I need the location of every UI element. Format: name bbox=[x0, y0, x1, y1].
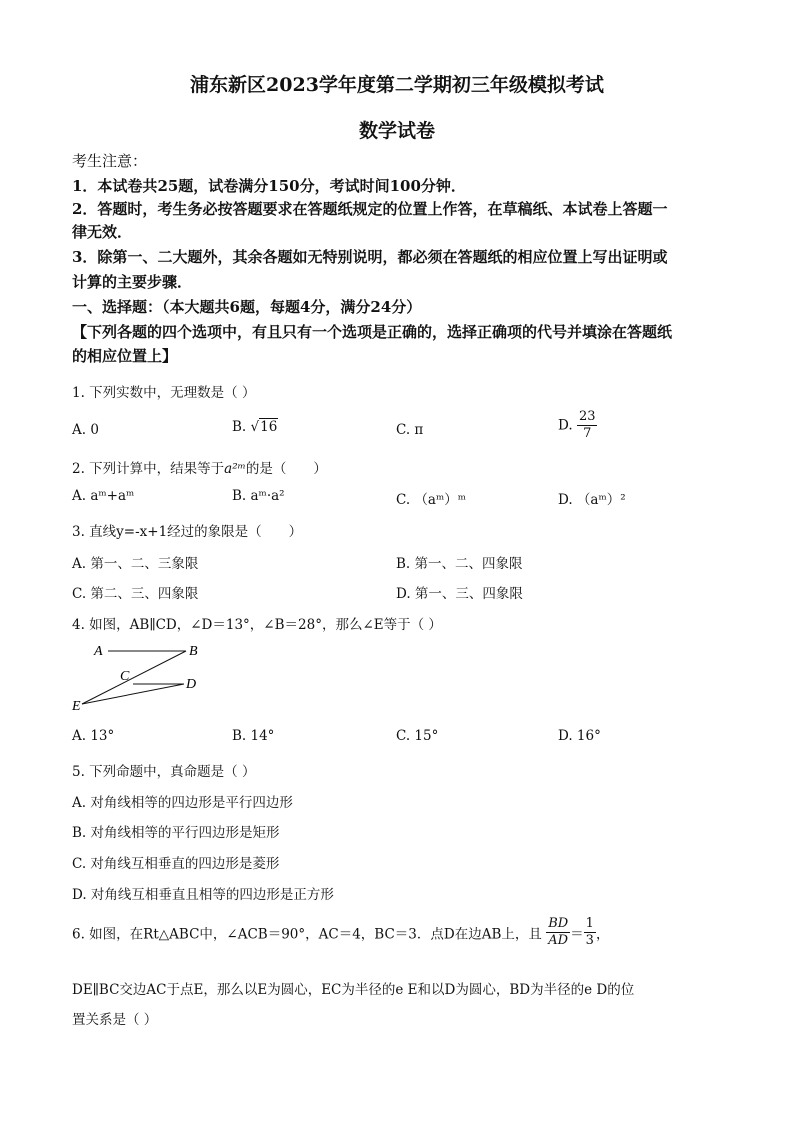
notice-item: 律无效． bbox=[72, 223, 133, 241]
q1-fraction bbox=[577, 409, 598, 442]
q3-option-a: A. 第一、二、三象限 bbox=[72, 556, 199, 572]
point-d-label: D bbox=[186, 677, 197, 692]
q6-fraction-bd-ad bbox=[546, 916, 570, 949]
q1-frac-den: 7 bbox=[583, 426, 592, 441]
q2-stem-post: 的是（ ） bbox=[245, 461, 327, 477]
q6-stem-end: ， bbox=[595, 926, 610, 943]
q5-option-b: B. 对角线相等的平行四边形是矩形 bbox=[72, 825, 280, 841]
q1-option-c: C. π bbox=[396, 422, 424, 438]
point-e-label: E bbox=[72, 699, 81, 714]
section-instruction: 的相应位置上】 bbox=[72, 347, 178, 365]
q2-stem-pre: 2. 下列计算中，结果等于 bbox=[72, 461, 225, 477]
q6-frac2-num: 1 bbox=[585, 916, 594, 931]
point-c-label: C bbox=[120, 669, 130, 684]
q1-option-d bbox=[558, 409, 597, 442]
q2-option-b: B. aᵐ·a² bbox=[232, 488, 285, 504]
sqrt-sign: √16 bbox=[250, 419, 278, 435]
notice-item: 2．答题时，考生务必按答题要求在答题纸规定的位置上作答，在草稿纸、本试卷上答题一 bbox=[72, 200, 668, 218]
q1-stem: 1. 下列实数中，无理数是（ ） bbox=[72, 385, 256, 401]
q5-stem: 5. 下列命题中，真命题是（ ） bbox=[72, 764, 256, 780]
q6-fraction-one-third bbox=[584, 916, 596, 949]
q3-option-b: B. 第一、二、四象限 bbox=[396, 556, 523, 572]
q3-stem: 3. 直线y=-x+1经过的象限是（ ） bbox=[72, 524, 303, 540]
q6-stem bbox=[72, 916, 609, 949]
q4-option-b: B. 14° bbox=[232, 728, 275, 744]
exam-subtitle: 数学试卷 bbox=[358, 120, 435, 142]
q6-stem-pre: 6. 如图，在Rt△ABC中，∠ACB＝90°，AC＝4，BC＝3．点D在边AB上，且 bbox=[72, 926, 542, 943]
q5-option-d: D. 对角线互相垂直且相等的四边形是正方形 bbox=[72, 887, 334, 903]
q2-stem-math: a²ᵐ bbox=[224, 461, 246, 477]
q1-option-a: A. 0 bbox=[72, 422, 99, 438]
q4-figure bbox=[68, 638, 218, 718]
notice-heading: 考生注意： bbox=[72, 152, 148, 170]
notice-item: 计算的主要步骤． bbox=[72, 273, 193, 291]
q5-option-a: A. 对角线相等的四边形是平行四边形 bbox=[72, 795, 293, 811]
section-instruction: 【下列各题的四个选项中，有且只有一个选项是正确的，选择正确项的代号并填涂在答题纸 bbox=[72, 323, 673, 341]
q6-frac2-den: 3 bbox=[585, 933, 594, 948]
q4-option-a: A. 13° bbox=[72, 728, 115, 744]
q4-stem: 4. 如图，AB∥CD，∠D＝13°，∠B＝28°，那么∠E等于（ ） bbox=[72, 617, 442, 633]
q2-option-c: C. （aᵐ）ᵐ bbox=[396, 492, 467, 508]
q6-frac1-num: BD bbox=[548, 916, 569, 931]
notice-item: 1．本试卷共25题，试卷满分150分，考试时间100分钟． bbox=[72, 177, 466, 195]
q5-option-c: C. 对角线互相垂直的四边形是菱形 bbox=[72, 856, 280, 872]
q2-option-a: A. aᵐ+aᵐ bbox=[72, 488, 135, 504]
q4-option-d: D. 16° bbox=[558, 728, 601, 744]
q6-eq: ＝ bbox=[570, 926, 584, 943]
section-heading: 一、选择题：（本大题共6题，每题4分，满分24分） bbox=[72, 298, 422, 316]
q3-option-c: C. 第二、三、四象限 bbox=[72, 586, 199, 602]
q2-option-d: D. （aᵐ）² bbox=[558, 492, 626, 508]
q6-line2: DE∥BC交边AC于点E，那么以E为圆心，EC为半径的e E和以D为圆心，BD为半径的e D的位 bbox=[72, 982, 635, 998]
q6-line3: 置关系是（ ） bbox=[72, 1012, 158, 1028]
segment-de bbox=[82, 684, 184, 704]
point-b-label: B bbox=[189, 644, 198, 659]
q6-frac1-den: AD bbox=[548, 933, 569, 948]
point-a-label: A bbox=[94, 644, 103, 659]
q1-radicand: 16 bbox=[260, 419, 278, 435]
q1-option-b-label: B. bbox=[232, 419, 247, 435]
q1-option-b bbox=[232, 419, 278, 435]
q2-stem bbox=[72, 457, 327, 477]
exam-title: 浦东新区2023学年度第二学期初三年级模拟考试 bbox=[190, 74, 604, 96]
notice-item: 3．除第一、二大题外，其余各题如无特别说明，都必须在答题纸的相应位置上写出证明或 bbox=[72, 248, 668, 266]
q1-option-d-label: D. bbox=[558, 417, 573, 434]
q4-option-c: C. 15° bbox=[396, 728, 439, 744]
q3-option-d: D. 第一、三、四象限 bbox=[396, 586, 523, 602]
q1-frac-num: 23 bbox=[578, 409, 596, 424]
